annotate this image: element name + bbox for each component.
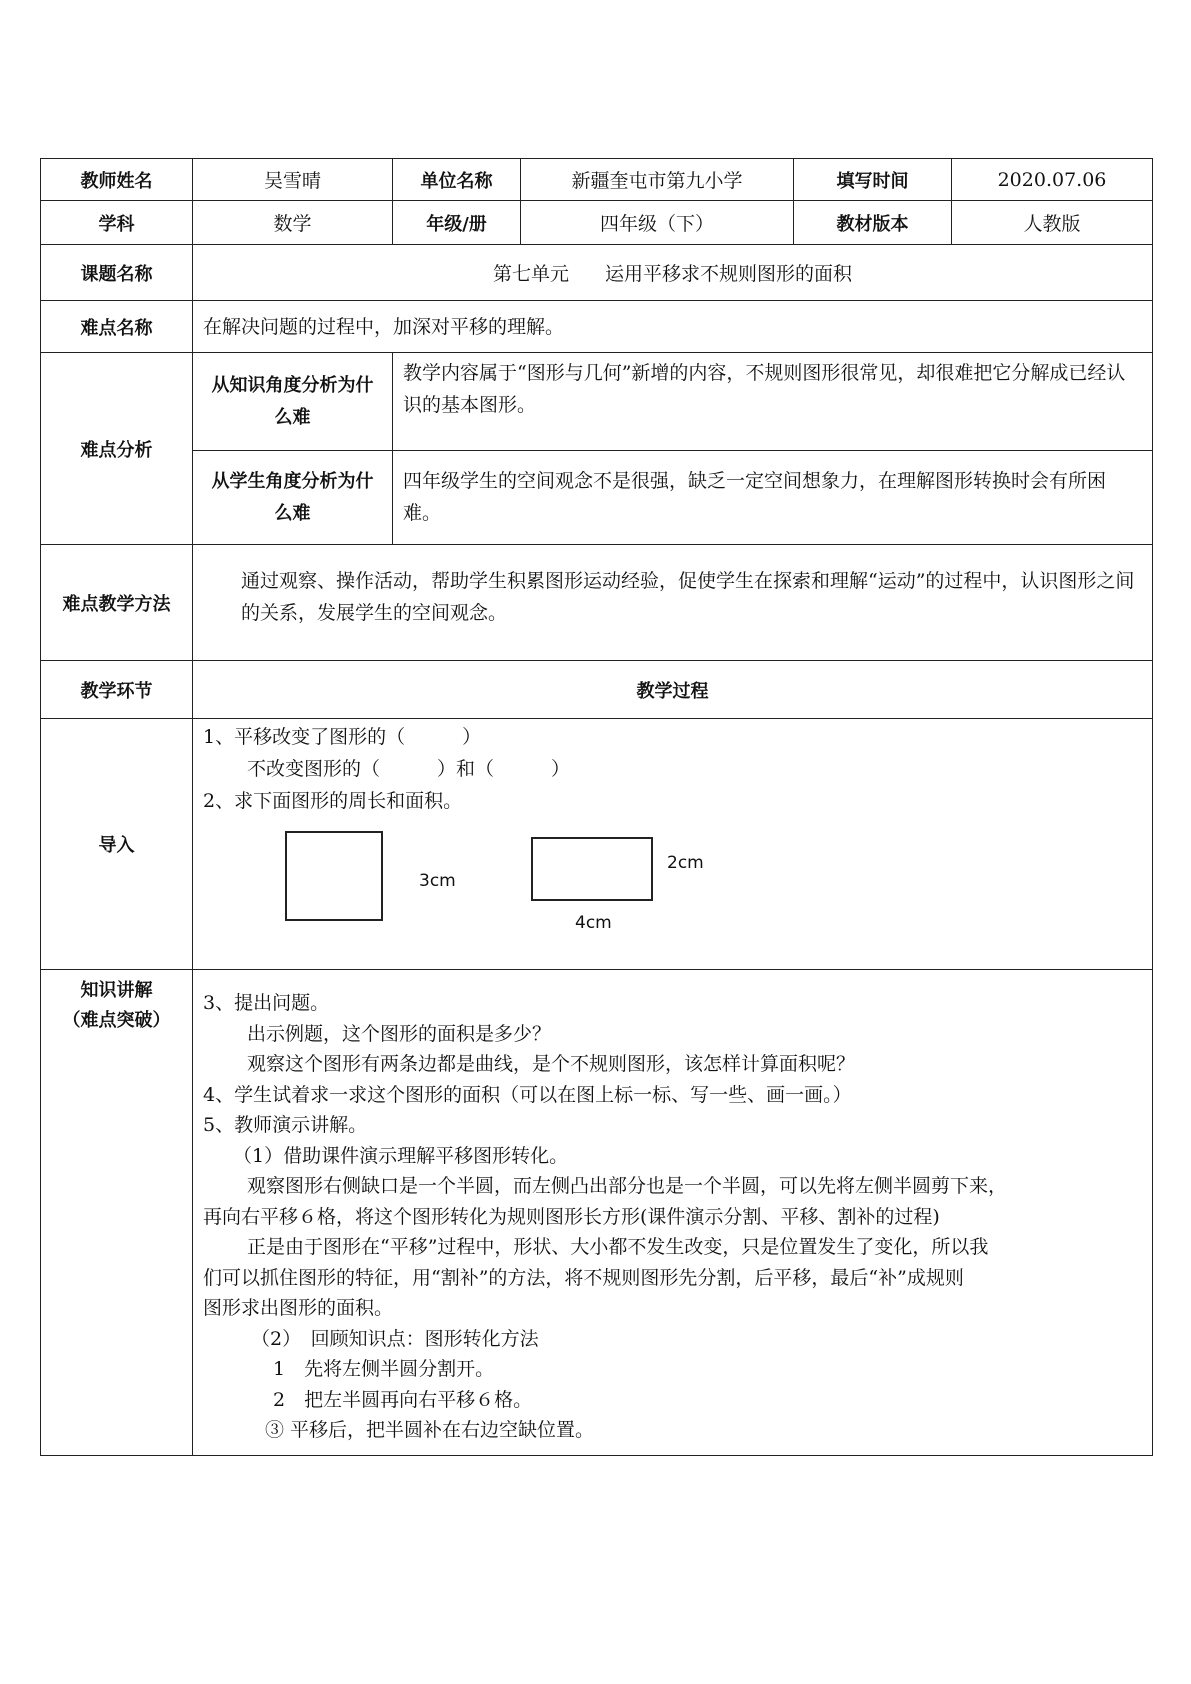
- knowledge-label-line-1: 知识讲解: [80, 980, 153, 1001]
- difficulty-row: [41, 301, 1153, 353]
- rectangle-width-dimension: 4cm: [575, 913, 612, 933]
- rectangle-height-dimension: 2cm: [667, 853, 704, 873]
- rectangle-figure: [531, 837, 653, 901]
- process-header-row: [41, 661, 1153, 719]
- process-content-header: 教学过程: [193, 661, 1153, 719]
- subject-value: 数学: [193, 201, 393, 245]
- textbook-label: 教材版本: [794, 201, 952, 245]
- knowledge-line: 图形求出图形的面积。: [203, 1297, 394, 1319]
- knowledge-line: 3、提出问题。: [203, 992, 330, 1014]
- intro-line-3: 2、求下面图形的周长和面积。: [203, 790, 463, 812]
- subject-label: 学科: [41, 201, 193, 245]
- analysis-label: 难点分析: [41, 353, 193, 545]
- intro-row: [41, 719, 1153, 970]
- topic-unit: 第七单元: [492, 263, 569, 285]
- knowledge-line: ③ 平移后，把半圆补在右边空缺位置。: [265, 1419, 595, 1441]
- difficulty-label: 难点名称: [41, 301, 193, 353]
- knowledge-content: [193, 970, 1153, 1456]
- grade-value: 四年级（下）: [521, 201, 794, 245]
- topic-value: [193, 245, 1153, 301]
- intro-content: [193, 719, 1153, 970]
- knowledge-line: 5、教师演示讲解。: [203, 1114, 368, 1136]
- intro-label: 导入: [41, 719, 193, 970]
- difficulty-text: 在解决问题的过程中，加深对平移的理解。: [193, 301, 1153, 353]
- header-row-1: [41, 159, 1153, 201]
- lesson-plan-table: [40, 158, 1152, 1456]
- knowledge-line: 正是由于图形在“平移”过程中，形状、大小都不发生改变，只是位置发生了变化，所以我: [247, 1236, 989, 1258]
- analysis-row-knowledge: [41, 353, 1153, 451]
- knowledge-line: 观察图形右侧缺口是一个半圆，而左侧凸出部分也是一个半圆，可以先将左侧半圆剪下来，: [247, 1175, 1008, 1197]
- student-angle-text: 四年级学生的空间观念不是很强，缺乏一定空间想象力，在理解图形转换时会有所困难。: [393, 451, 1153, 545]
- teacher-name-label: 教师姓名: [41, 159, 193, 201]
- grade-label: 年级/册: [393, 201, 521, 245]
- header-row-2: [41, 201, 1153, 245]
- topic-label: 课题名称: [41, 245, 193, 301]
- knowledge-line: 4、学生试着求一求这个图形的面积（可以在图上标一标、写一些、画一画。）: [203, 1083, 852, 1106]
- knowledge-line: 们可以抓住图形的特征，用“割补”的方法，将不规则图形先分割，后平移，最后“补”成规则: [203, 1266, 964, 1289]
- square-figure: [285, 831, 383, 921]
- knowledge-angle-text: 教学内容属于“图形与几何”新增的内容，不规则图形很常见，却很难把它分解成已经认识的基本图形。: [393, 353, 1153, 451]
- knowledge-label: [41, 970, 193, 1456]
- knowledge-line: （1）借助课件演示理解平移图形转化。: [233, 1144, 569, 1167]
- school-label: 单位名称: [393, 159, 521, 201]
- date-label: 填写时间: [794, 159, 952, 201]
- knowledge-line: 观察这个图形有两条边都是曲线，是个不规则图形，该怎样计算面积呢？: [247, 1053, 856, 1075]
- knowledge-line: 出示例题，这个图形的面积是多少？: [247, 1022, 552, 1045]
- topic-title: 运用平移求不规则图形的面积: [605, 263, 853, 285]
- knowledge-label-line-2: （难点突破）: [62, 1010, 171, 1031]
- school-value: 新疆奎屯市第九小学: [521, 159, 794, 201]
- intro-figures: [203, 817, 1142, 967]
- topic-row: [41, 245, 1153, 301]
- knowledge-angle-label: 从知识角度分析为什么难: [193, 353, 393, 451]
- method-label: 难点教学方法: [41, 545, 193, 661]
- process-stage-header: 教学环节: [41, 661, 193, 719]
- knowledge-line: （2） 回顾知识点：图形转化方法: [251, 1327, 539, 1350]
- square-dimension: 3cm: [419, 871, 456, 891]
- intro-line-2: 不改变图形的（ ）和（ ）: [247, 758, 571, 780]
- knowledge-row: [41, 970, 1153, 1456]
- date-value: 2020.07.06: [952, 159, 1153, 201]
- knowledge-line: 2 把左半圆再向右平移６格。: [273, 1388, 533, 1411]
- method-row: [41, 545, 1153, 661]
- student-angle-label: 从学生角度分析为什么难: [193, 451, 393, 545]
- intro-line-1: 1、平移改变了图形的（ ）: [203, 726, 482, 748]
- analysis-row-student: [41, 451, 1153, 545]
- knowledge-line: 再向右平移６格，将这个图形转化为规则图形长方形(课件演示分割、平移、割补的过程): [203, 1205, 940, 1228]
- method-text: 通过观察、操作活动，帮助学生积累图形运动经验，促使学生在探索和理解“运动”的过程中，认识图形之间的关系，发展学生的空间观念。: [193, 545, 1153, 661]
- knowledge-line: 1 先将左侧半圆分割开。: [273, 1358, 495, 1380]
- textbook-value: 人教版: [952, 201, 1153, 245]
- teacher-name-value: 吴雪晴: [193, 159, 393, 201]
